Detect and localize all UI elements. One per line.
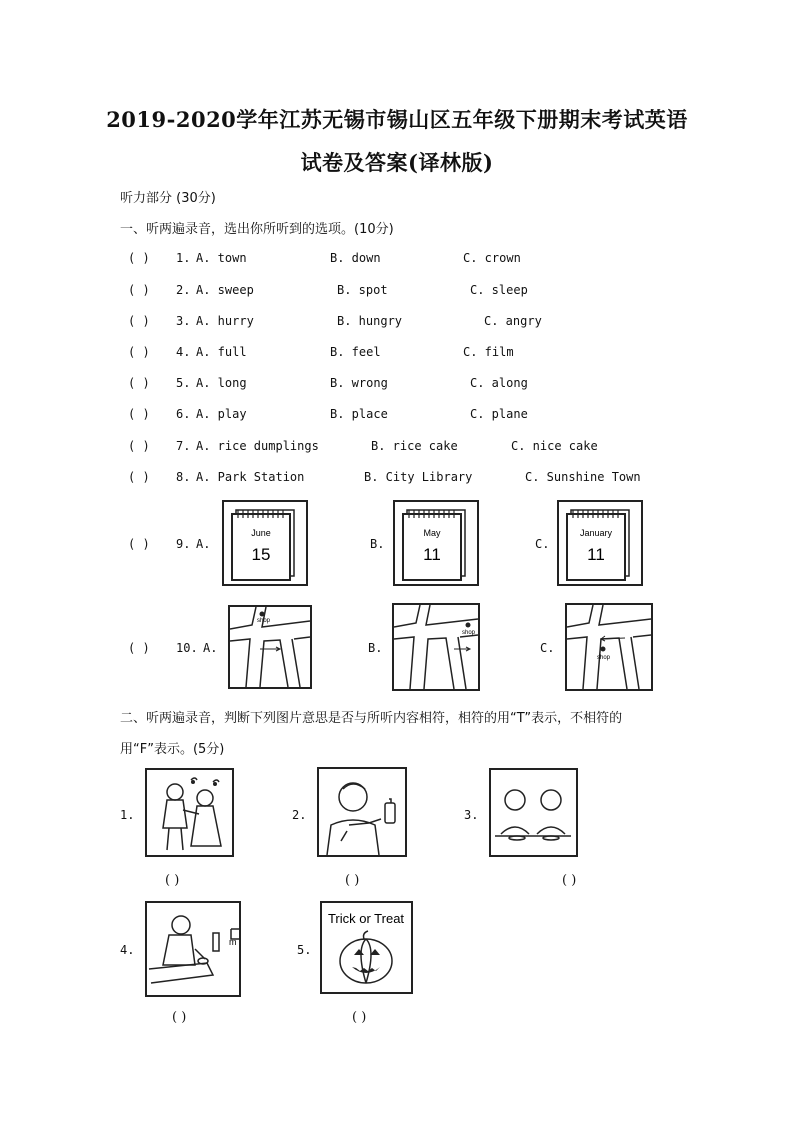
question-number: 9. [176,537,191,551]
calendar-icon [224,502,306,584]
boy-bottle-picture [317,767,407,857]
option-c: C. angry [484,314,542,328]
option-a: A. Park Station [196,470,305,484]
answer-paren[interactable]: ( ) [128,345,150,359]
option-a: A. play [196,407,247,421]
calendar-picture-b [393,500,479,586]
title-line-1: 2019-2020学年江苏无锡市锡山区五年级下册期末考试英语 [106,107,688,132]
answer-paren[interactable]: ( ) [172,1010,187,1025]
answer-paren[interactable]: ( ) [128,283,150,297]
option-c-label: C. [540,641,555,655]
question-number: 2. [176,283,191,297]
option-a: A. long [196,376,247,390]
option-c: C. plane [470,407,528,421]
answer-paren[interactable]: ( ) [128,439,150,453]
option-b: B. wrong [330,376,388,390]
answer-paren[interactable]: ( ) [562,873,577,888]
option-a: A. town [196,251,247,265]
option-a: A. rice dumplings [196,439,319,453]
option-b: B. hungry [337,314,403,328]
street-map-icon [394,605,478,689]
shop-label: shop [257,618,271,624]
option-b-label: B. [368,641,383,655]
calendar-icon [395,502,477,584]
question-number: 7. [176,439,191,453]
calendar-month: May [423,528,441,538]
section-1-heading: 一、听两遍录音，选出你所听到的选项。(10分) [120,222,394,237]
option-b: B. feel [330,345,381,359]
two-boys-icon [491,770,576,855]
dancing-couple-picture [145,768,234,857]
option-a: A. sweep [196,283,254,297]
option-c: C. along [470,376,528,390]
map-picture-c [565,603,653,691]
question-number: 10. [176,641,198,655]
item-number: 1. [120,808,135,822]
dancing-people-icon [147,770,232,855]
option-c: C. crown [463,251,521,265]
option-c: C. film [463,345,514,359]
wall-sign-text: m [229,937,237,947]
calendar-day: 11 [423,545,441,564]
shop-label: shop [597,655,611,661]
option-b: B. spot [337,283,388,297]
option-c: C. Sunshine Town [525,470,641,484]
item-number: 3. [464,808,479,822]
answer-paren[interactable]: ( ) [128,314,150,328]
trick-or-treat-text: Trick or Treat [327,911,405,926]
question-number: 3. [176,314,191,328]
jack-o-lantern-icon [322,903,411,992]
option-a: A. full [196,345,247,359]
calendar-month: January [579,528,613,538]
option-b: B. down [330,251,381,265]
two-boys-eating-picture [489,768,578,857]
answer-paren[interactable]: ( ) [128,641,150,655]
option-a-label: A. [196,537,211,551]
item-number: 5. [297,943,312,957]
item-number: 4. [120,943,135,957]
question-number: 6. [176,407,191,421]
section-2-heading-line-1: 二、听两遍录音，判断下列图片意思是否与所听内容相符，相符的用“T”表示，不相符的 [120,711,623,726]
option-b: B. City Library [364,470,473,484]
answer-paren[interactable]: ( ) [128,376,150,390]
listening-header: 听力部分 (30分) [120,191,216,206]
trick-or-treat-picture [320,901,413,994]
boy-cleaning-table-icon [147,903,239,995]
question-number: 5. [176,376,191,390]
boy-cleaning-picture [145,901,241,997]
answer-paren[interactable]: ( ) [165,873,180,888]
question-number: 8. [176,470,191,484]
calendar-picture-c [557,500,643,586]
option-b: B. place [330,407,388,421]
calendar-icon [559,502,641,584]
answer-paren[interactable]: ( ) [128,251,150,265]
calendar-day: 11 [587,545,605,564]
option-b-label: B. [370,537,385,551]
street-map-icon [567,605,651,689]
option-a-label: A. [203,641,218,655]
street-map-icon [230,607,310,687]
map-picture-b [392,603,480,691]
option-a: A. hurry [196,314,254,328]
section-2-heading-line-2: 用“F”表示。(5分) [120,742,225,757]
answer-paren[interactable]: ( ) [128,537,150,551]
answer-paren[interactable]: ( ) [128,470,150,484]
calendar-picture-a [222,500,308,586]
map-picture-a [228,605,312,689]
answer-paren[interactable]: ( ) [128,407,150,421]
item-number: 2. [292,808,307,822]
boy-with-bottle-icon [319,769,405,855]
option-c-label: C. [535,537,550,551]
title-line-2: 试卷及答案(译林版) [300,150,494,175]
answer-paren[interactable]: ( ) [345,873,360,888]
question-number: 1. [176,251,191,265]
option-c: C. nice cake [511,439,598,453]
calendar-month: June [251,528,271,538]
question-number: 4. [176,345,191,359]
option-c: C. sleep [470,283,528,297]
shop-label: shop [462,630,476,636]
answer-paren[interactable]: ( ) [352,1010,367,1025]
option-b: B. rice cake [371,439,458,453]
calendar-day: 15 [251,545,271,564]
